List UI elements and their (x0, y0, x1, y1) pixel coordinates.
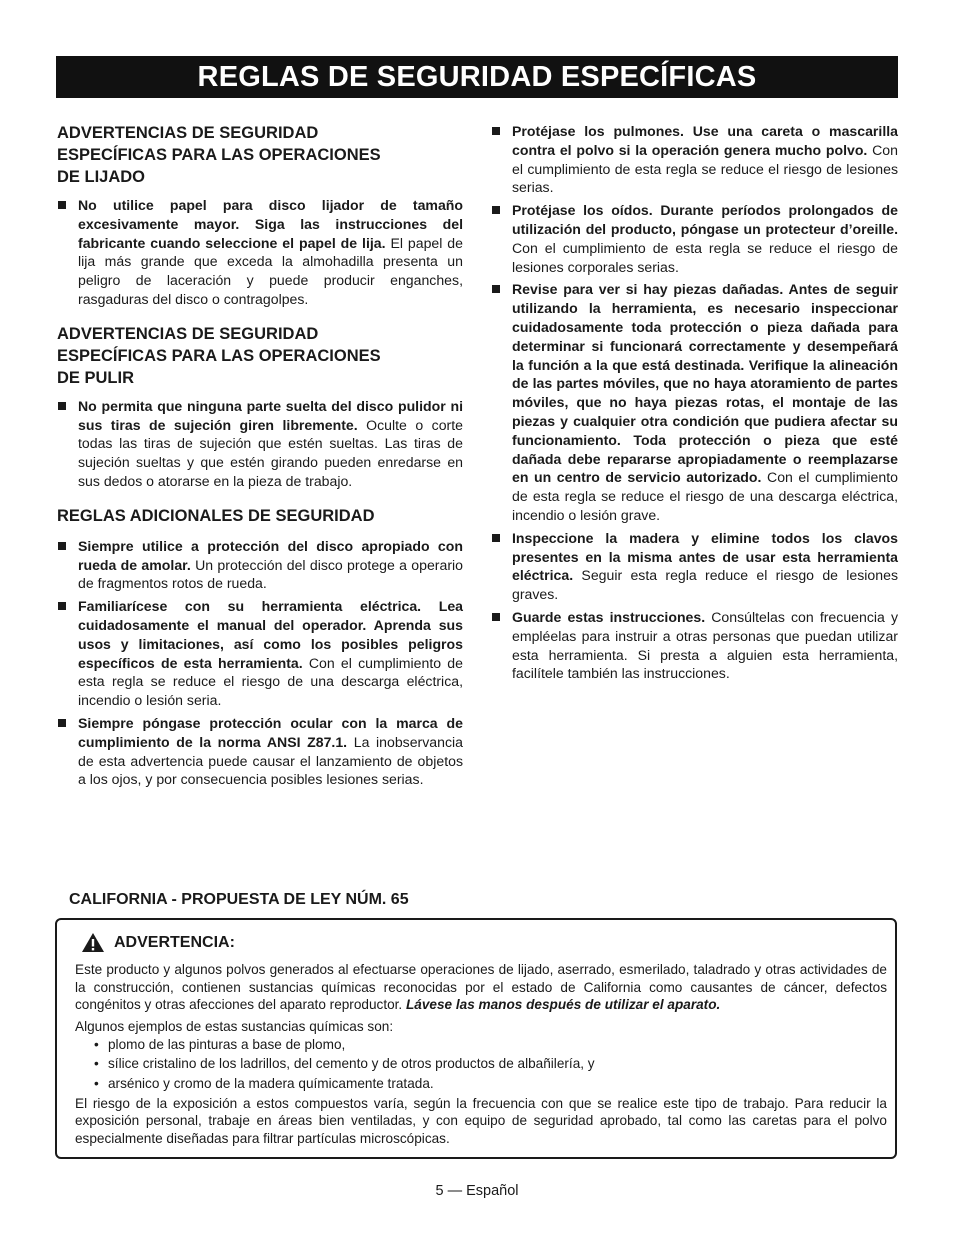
page-title: REGLAS DE SEGURIDAD ESPECÍFICAS (197, 61, 757, 93)
rules-list-pulir (57, 397, 463, 491)
bullet-square-icon (58, 402, 66, 410)
warning-triangle-icon (81, 932, 105, 953)
warning-title (81, 932, 235, 953)
warning-box (55, 918, 897, 1159)
rule-item: Protéjase los oídos. Durante períodos prolongados de utilización del producto, póngase un protecteur d’oreille. Con el cumplimiento de esta regla se reduce el riesgo de lesiones corporales serias. (491, 201, 898, 276)
bullet-square-icon (58, 542, 66, 550)
warning-body (75, 961, 887, 1151)
california-heading: CALIFORNIA - PROPUESTA DE LEY NÚM. 65 (69, 891, 409, 908)
rule-item: Familiarícese con su herramienta eléctrica. Lea cuidadosamente el manual del operador. Aprenda sus usos y limitaciones, así como los posibles peligros específicos de esta herramienta. Con el cumplimiento de esta regla se reduce el riesgo de una descarga eléctrica, incendio o lesión seria. (57, 597, 463, 710)
rule-item: No utilice papel para disco lijador de tamaño excesivamente mayor. Siga las instrucciones del fabricante cuando seleccione el papel de lija. El papel de lija más grande que exceda la almohadilla presenta un peligro de laceración y puede producir enganches, rasgaduras del disco o contragolpes. (57, 196, 463, 309)
bullet-dot-icon: • (94, 1056, 99, 1072)
bullet-square-icon (492, 285, 500, 293)
list-item: • plomo de las pinturas a base de plomo, (75, 1035, 887, 1054)
rule-item: Revise para ver si hay piezas dañadas. Antes de seguir utilizando la herramienta, es necesario inspeccionar cuidadosamente toda protección o pieza dañada para determinar si funcionará correctamente y desempeñará la función a la que está destinada. Verifique la alineación de las partes móviles, que no haya atoramiento de partes móviles, que no haya piezas rotas, el montaje de las piezas y cualquier otra condición que pudiera afectar su funcionamiento. Toda protección o pieza que esté dañada debe repararse apropiadamente o reemplazarse en un centro de servicio autorizado. Con el cumplimiento de esta regla se reduce el riesgo de una descarga eléctrica, incendio o lesión grave. (491, 280, 898, 524)
bullet-square-icon (58, 719, 66, 727)
list-item: • arsénico y cromo de la madera químicamente tratada. (75, 1074, 887, 1093)
warning-paragraph-2: El riesgo de la exposición a estos compuestos varía, según la frecuencia con que se realice este tipo de trabajo. Para reducir la exposición personal, trabaje en áreas bien ventiladas, y con equipo de seguridad aprobado, tal como las caretas para el polvo especialmente diseñadas para filtrar partículas microscópicas. (75, 1095, 887, 1146)
section-heading-adicionales: REGLAS ADICIONALES DE SEGURIDAD (57, 506, 375, 525)
section-heading-pulir: ADVERTENCIAS DE SEGURIDAD ESPECÍFICAS PARA LAS OPERACIONES DE PULIR (57, 324, 381, 387)
rules-list-lijado (57, 196, 463, 309)
section-heading-lijado: ADVERTENCIAS DE SEGURIDAD ESPECÍFICAS PARA LAS OPERACIONES DE LIJADO (57, 124, 381, 186)
bullet-square-icon (492, 534, 500, 542)
rule-item: Siempre utilice a protección del disco apropiado con rueda de amolar. Un protección del disco protege a operario de fragmentos rotos de rueda. (57, 537, 463, 593)
bullet-square-icon (492, 206, 500, 214)
warning-title-text: ADVERTENCIA: (114, 933, 235, 951)
page-title-bar (56, 56, 898, 98)
examples-intro: Algunos ejemplos de estas sustancias químicas son: (75, 1018, 394, 1034)
rule-item: No permita que ninguna parte suelta del disco pulidor ni sus tiras de sujeción giren libremente. Oculte o corte todas las tiras de sujeción que estén sueltas. Las tiras de sujeción sueltas y que estén girando pueden enredarse en sus dedos o atorarse en la pieza de trabajo. (57, 397, 463, 491)
bullet-square-icon (58, 201, 66, 209)
rules-list-adicionales (57, 537, 463, 789)
warning-paragraph-1: Este producto y algunos polvos generados al efectuarse operaciones de lijado, aserrado, esmerilado, taladrado y otras actividades de la construcción, contienen sustancias químicas reconocidas por el estado de California como causantes de cáncer, defectos congénitos y otras afecciones del aparato reproductor. Lávese las manos después de utilizar el aparato. (75, 962, 887, 1012)
right-column (491, 122, 898, 687)
page-footer: 5 — Español (435, 1183, 519, 1199)
examples-list (75, 1035, 887, 1093)
bullet-square-icon (492, 613, 500, 621)
warning-emphasis: Lávese las manos después de utilizar el aparato. (405, 997, 721, 1012)
bullet-dot-icon: • (94, 1075, 99, 1091)
left-column (57, 122, 463, 793)
rule-item: Guarde estas instrucciones. Consúltelas con frecuencia y empléelas para instruir a otras personas que puedan utilizar esta herramienta. Si presta a alguien esta herramienta, facilítele también las instrucciones. (491, 608, 898, 683)
rule-item: Inspeccione la madera y elimine todos los clavos presentes en la misma antes de usar esta herramienta eléctrica. Seguir esta regla reduce el riesgo de lesiones graves. (491, 529, 898, 604)
rule-item: Siempre póngase protección ocular con la marca de cumplimiento de la norma ANSI Z87.1. La inobservancia de esta advertencia puede causar el lanzamiento de objetos a los ojos, y por consecuencia posibles lesiones serias. (57, 714, 463, 789)
bullet-square-icon (58, 602, 66, 610)
bullet-square-icon (492, 127, 500, 135)
list-item: • sílice cristalino de los ladrillos, del cemento y de otros productos de albañilería, y (75, 1054, 887, 1073)
rules-list-right (491, 122, 898, 683)
rule-item: Protéjase los pulmones. Use una careta o mascarilla contra el polvo si la operación genera mucho polvo. Con el cumplimiento de esta regla se reduce el riesgo de lesiones serias. (491, 122, 898, 197)
bullet-dot-icon: • (94, 1037, 99, 1052)
